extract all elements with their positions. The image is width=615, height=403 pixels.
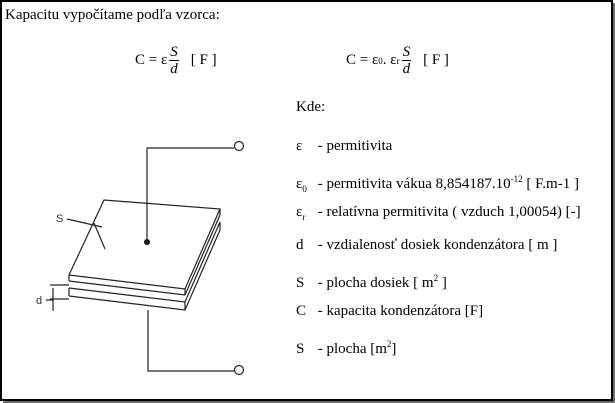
- def-tail: ]: [391, 341, 397, 357]
- definition-area: [296, 328, 581, 361]
- definition-plate-area: [296, 262, 581, 295]
- definition-relative-permittivity: [296, 196, 581, 229]
- def-subscript: 0: [302, 184, 307, 194]
- top-wire: [147, 148, 234, 239]
- fraction: [402, 44, 412, 77]
- def-superscript: 2: [433, 273, 439, 283]
- fraction: [169, 44, 179, 77]
- plate-area-label: S: [56, 213, 64, 225]
- def-text: - plocha [m: [314, 341, 387, 357]
- where-heading: Kde:: [296, 99, 326, 115]
- capacity-formula-full: [346, 44, 449, 77]
- connection-dot: [144, 239, 150, 245]
- fraction-denominator: d: [170, 61, 178, 77]
- intro-text: Kapacitu vypočítame podľa vzorca:: [5, 7, 220, 23]
- bottom-wire: [148, 310, 234, 371]
- formula-lhs: C = ε: [135, 52, 168, 68]
- formula-unit: [ F ]: [423, 52, 449, 68]
- definition-permittivity: [296, 130, 581, 163]
- capacitor-diagram: [32, 127, 262, 389]
- subscript-r: r: [396, 55, 400, 66]
- definition-distance: [296, 229, 581, 262]
- def-symbol-char: ε: [296, 204, 303, 220]
- def-superscript: -12: [510, 174, 523, 184]
- def-text: - relatívna permitivita ( vzduch 1,00054) [-]: [314, 204, 581, 220]
- definition-vacuum-permittivity: [296, 163, 581, 196]
- def-symbol: d: [296, 237, 304, 253]
- fraction-denominator: d: [402, 61, 411, 77]
- def-symbol-char: ε: [296, 176, 303, 192]
- subscript-zero: 0: [378, 55, 383, 66]
- bottom-terminal-icon: [235, 366, 244, 375]
- formula-lhs: C = ε: [346, 52, 379, 68]
- def-symbol: S: [296, 341, 305, 357]
- def-tail: ]: [438, 275, 447, 291]
- def-text: - kapacita kondenzátora [F]: [314, 303, 484, 319]
- def-text: - permitivita vákua 8,854187.10: [314, 176, 511, 192]
- top-terminal-icon: [235, 142, 244, 151]
- capacity-formula-simple: [135, 44, 217, 77]
- def-symbol: ε: [296, 138, 303, 154]
- definition-list: [296, 130, 581, 361]
- definition-capacity: [296, 295, 581, 328]
- def-symbol: S: [296, 275, 305, 291]
- fraction-numerator: S: [170, 44, 178, 60]
- formula-mid: . ε: [382, 52, 397, 68]
- top-plate: [69, 200, 220, 289]
- s-leader-line: [67, 219, 102, 227]
- fraction-numerator: S: [402, 44, 411, 60]
- def-symbol: C: [296, 303, 307, 319]
- def-superscript: 2: [386, 339, 392, 349]
- def-subscript: r: [302, 212, 306, 222]
- def-text: - plocha dosiek [ m: [314, 275, 434, 291]
- plate-distance-label: d: [36, 295, 43, 307]
- def-text: - permitivita: [314, 138, 393, 154]
- def-text: - vzdialenosť dosiek kondenzátora [ m ]: [314, 237, 558, 253]
- def-tail: [ F.m-1 ]: [522, 176, 579, 192]
- formula-unit: [ F ]: [190, 52, 217, 68]
